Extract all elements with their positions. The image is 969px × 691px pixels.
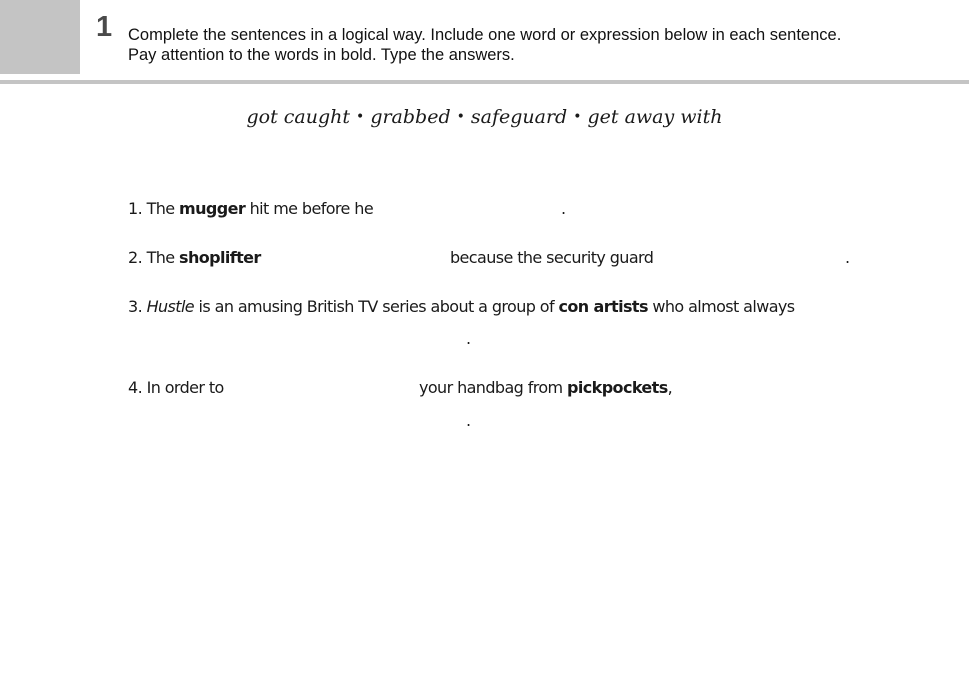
instructions	[128, 25, 841, 65]
instruction-line-2: Pay attention to the words in bold. Type the answers.	[128, 46, 515, 64]
sentence-text: ,	[667, 378, 673, 397]
sentence-end-period: .	[845, 248, 850, 267]
answer-blank-2a[interactable]	[262, 249, 446, 265]
bold-keyword: shoplifter	[179, 248, 261, 267]
word-bank-separator: •	[456, 109, 465, 125]
sentence-1	[128, 199, 373, 219]
sentence-text: who almost always	[647, 297, 795, 316]
answer-blank-4a[interactable]	[232, 379, 414, 395]
sentence-3	[128, 297, 795, 317]
bold-keyword: pickpockets	[567, 378, 668, 397]
answer-blank-4b[interactable]	[150, 412, 462, 428]
sentence-number: 1.	[128, 199, 143, 218]
exercise-number: 1	[96, 11, 113, 43]
sentence-text: The	[146, 248, 180, 267]
word-bank-item: safeguard	[470, 106, 568, 128]
sentence-number: 3.	[128, 297, 143, 316]
word-bank	[0, 106, 969, 128]
sentence-end-period: .	[561, 199, 566, 218]
word-bank-item: get away with	[587, 106, 723, 128]
word-bank-separator: •	[356, 109, 365, 125]
sentence-number: 2.	[128, 248, 143, 267]
sentence-number: 4.	[128, 378, 143, 397]
sentence-text: your handbag from	[419, 378, 568, 397]
answer-blank-2b[interactable]	[656, 249, 842, 265]
word-bank-item: got caught	[246, 106, 351, 128]
italic-title: Hustle	[146, 297, 195, 316]
answer-blank-3[interactable]	[150, 330, 462, 346]
word-bank-item: grabbed	[370, 106, 451, 128]
sentence-text: In order to	[146, 378, 224, 397]
sentence-text: is an amusing British TV series about a group of	[194, 297, 559, 316]
sentence-4	[128, 378, 224, 398]
instruction-line-1: Complete the sentences in a logical way. Include one word or expression below in each sentence.	[128, 26, 842, 44]
sentence-2	[128, 248, 261, 268]
sentence-text: because the security guard	[450, 248, 654, 267]
sentence-end-period: .	[466, 329, 471, 348]
bold-keyword: mugger	[179, 199, 246, 218]
sentence-text: The	[146, 199, 180, 218]
bold-keyword: con artists	[558, 297, 648, 316]
sentence-4-continued	[419, 378, 672, 398]
sentence-text: hit me before he	[245, 199, 374, 218]
answer-blank-1[interactable]	[372, 200, 558, 216]
exercise-number-box	[0, 0, 80, 74]
exercise-header	[0, 0, 969, 84]
sentence-end-period: .	[466, 411, 471, 430]
word-bank-separator: •	[573, 109, 582, 125]
